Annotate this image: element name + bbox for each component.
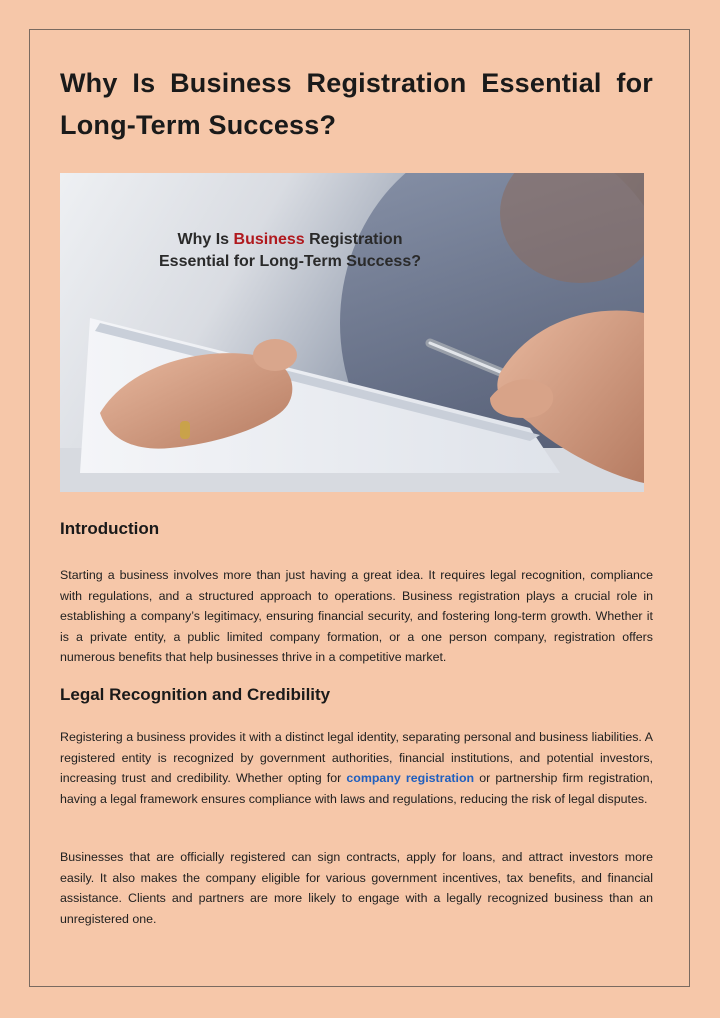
legal-section: [60, 685, 330, 705]
legal-paragraph-1-text-a: Registering a business provides it with a distinct legal identity, separating personal and business liabilities. A registered entity is recognized by government authorities, financial institutions, and potential investors, increasing trust and credibility. Whether opting for: [60, 730, 653, 785]
introduction-heading: Introduction: [60, 519, 160, 538]
hero-title-part2: Registration: [304, 231, 403, 248]
hero-title-part1: Why Is: [177, 231, 234, 248]
document-title: Why Is Business Registration Essential for Long-Term Success?: [60, 68, 653, 140]
company-registration-link[interactable]: company registration: [346, 771, 475, 785]
hero-photo-illustration: [60, 173, 644, 492]
hero-image: [60, 173, 644, 492]
introduction-section: [60, 519, 159, 539]
legal-paragraph-1: [60, 727, 653, 809]
hero-title-line2: Essential for Long-Term Success?: [159, 253, 421, 270]
legal-paragraph-1-text-b: or partnership firm registration, having a legal framework ensures compliance with laws and regulations, reducing the risk of legal disputes.: [60, 771, 654, 806]
hero-image-title: [120, 229, 460, 273]
legal-heading: Legal Recognition and Credibility: [60, 685, 331, 704]
legal-paragraph-2: Businesses that are officially registered can sign contracts, apply for loans, and attract investors more easily. It also makes the company eligible for various government incentives, tax benefits, and financial assistance. Clients and partners are more likely to engage with a legally recognized business than an unregistered one.: [60, 850, 653, 926]
hero-title-accent: Business: [233, 231, 305, 248]
document-header: [60, 62, 653, 146]
introduction-paragraph: Starting a business involves more than just having a great idea. It requires legal recognition, compliance with regulations, and a structured approach to operations. Business registration plays a crucial role in establishing a company’s legitimacy, ensuring financial security, and fostering long-term growth. Whether it is a private entity, a public limited company formation, or a one person company, registration offers numerous benefits that help businesses thrive in a competitive market.: [60, 568, 653, 664]
